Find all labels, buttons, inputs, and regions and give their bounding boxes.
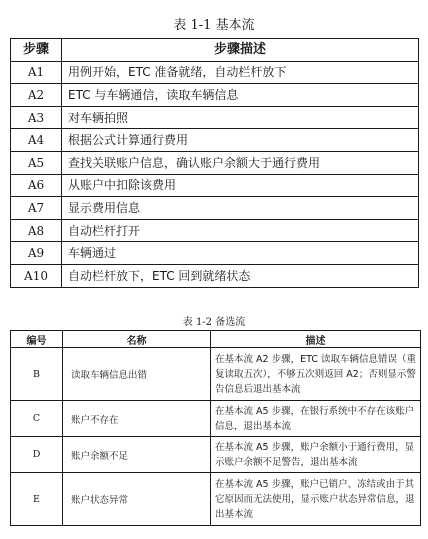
table-row	[11, 151, 419, 174]
flow-id: B	[11, 348, 63, 401]
step-id: A10	[11, 264, 62, 287]
flow-name: 账户不存在	[63, 401, 211, 437]
table-row	[11, 401, 421, 437]
table-row	[11, 264, 419, 287]
table-row	[11, 242, 419, 265]
step-description: 自动栏杆打开	[62, 219, 419, 242]
table-row	[11, 219, 419, 242]
step-id: A3	[11, 106, 62, 129]
step-id: A1	[11, 61, 62, 84]
table-row	[11, 129, 419, 152]
flow-id: D	[11, 437, 63, 473]
step-description: 用例开始，ETC 准备就绪，自动栏杆放下	[62, 61, 419, 84]
table-row	[11, 348, 421, 401]
flow-name: 账户余额不足	[63, 437, 211, 473]
id-column-header: 编号	[11, 331, 63, 348]
step-id: A5	[11, 151, 62, 174]
basic-flow-table	[10, 38, 419, 288]
step-id: A7	[11, 197, 62, 220]
table-row	[11, 174, 419, 197]
flow-description: 在基本流 A5 步骤，在银行系统中不存在该账户信息，退出基本流	[211, 401, 421, 437]
table-2-caption: 表 1-2 备选流	[182, 317, 246, 328]
table-header-row	[11, 39, 419, 62]
flow-description: 在基本流 A5 步骤，账户余额小于通行费用，显示账户余额不足警告，退出基本流	[211, 437, 421, 473]
step-id: A9	[11, 242, 62, 265]
step-description: 显示费用信息	[62, 197, 419, 220]
table-1-caption: 表 1-1 基本流	[173, 18, 255, 33]
step-description: 从账户中扣除该费用	[62, 174, 419, 197]
flow-name: 读取车辆信息出错	[63, 348, 211, 401]
step-description: 查找关联账户信息，确认账户余额大于通行费用	[62, 151, 419, 174]
table-row	[11, 84, 419, 107]
step-id: A8	[11, 219, 62, 242]
table-row	[11, 61, 419, 84]
step-id: A4	[11, 129, 62, 152]
flow-id: C	[11, 401, 63, 437]
name-column-header: 名称	[63, 331, 211, 348]
flow-description: 在基本流 A5 步骤，账户已销户、冻结或由于其它原因而无法使用，显示账户状态异常信息，退出基本流	[211, 473, 421, 526]
step-description: ETC 与车辆通信，读取车辆信息	[62, 84, 419, 107]
step-id: A6	[11, 174, 62, 197]
step-description: 对车辆拍照	[62, 106, 419, 129]
table-row	[11, 437, 421, 473]
description-column-header: 描述	[211, 331, 421, 348]
table-row	[11, 197, 419, 220]
flow-id: E	[11, 473, 63, 526]
step-description: 自动栏杆放下，ETC 回到就绪状态	[62, 264, 419, 287]
table-header-row	[11, 331, 421, 348]
step-id: A2	[11, 84, 62, 107]
step-description-column-header: 步骤描述	[62, 39, 419, 62]
step-description: 根据公式计算通行费用	[62, 129, 419, 152]
alternate-flow-table	[10, 330, 421, 526]
flow-description: 在基本流 A2 步骤，ETC 读取车辆信息错误（重复读取五次），不够五次则返回 A2；否则显示警告信息后退出基本流	[211, 348, 421, 401]
table-row	[11, 106, 419, 129]
flow-name: 账户状态异常	[63, 473, 211, 526]
step-description: 车辆通过	[62, 242, 419, 265]
step-column-header: 步骤	[11, 39, 62, 62]
table-row	[11, 473, 421, 526]
